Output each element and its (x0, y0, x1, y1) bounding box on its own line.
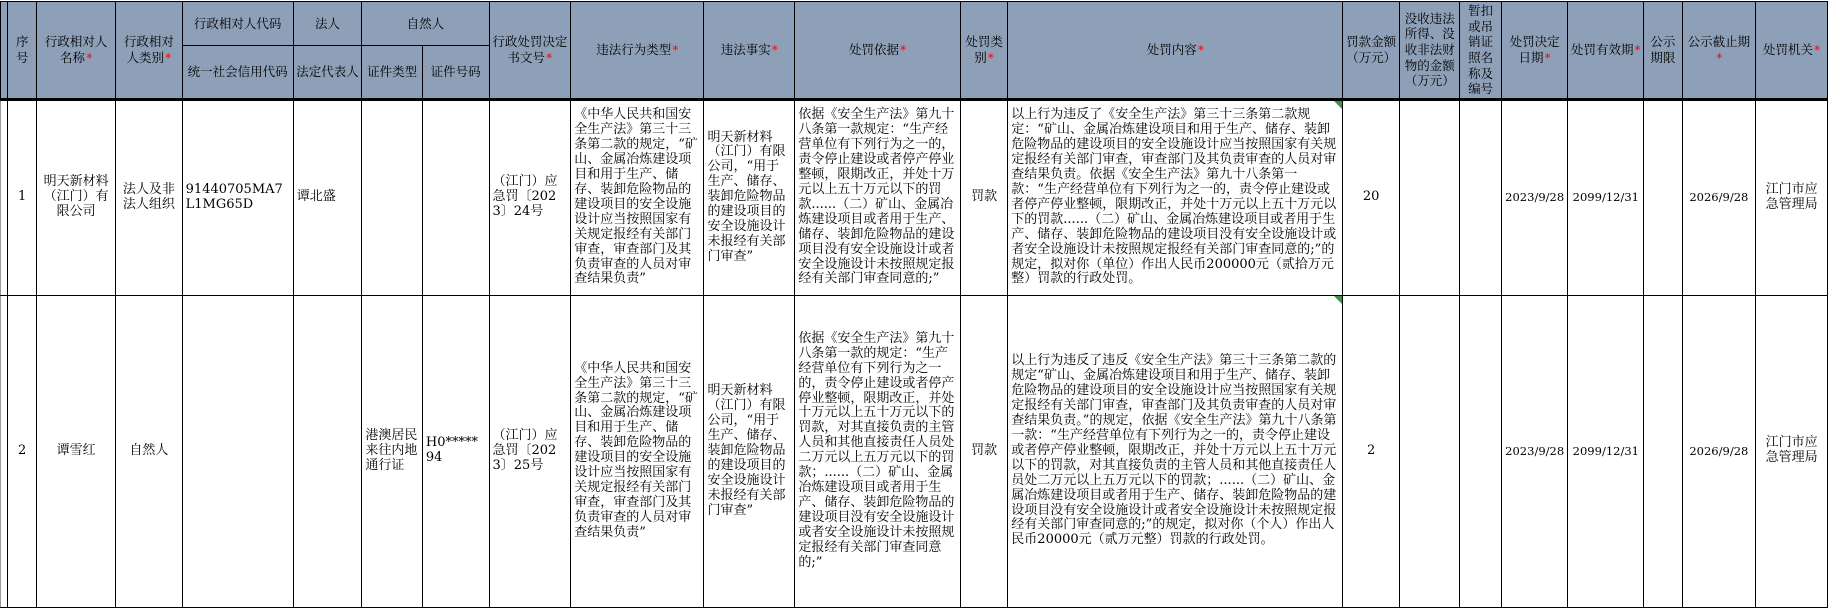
cell-publicity-period[interactable] (1644, 99, 1682, 295)
cell-cert-type[interactable]: 港澳居民来往内地通行证 (362, 295, 423, 607)
header-seq[interactable]: 序号 (8, 2, 37, 100)
required-asterisk: * (86, 49, 93, 65)
cell-decision-date[interactable]: 2023/9/28 (1501, 295, 1568, 607)
cell-legal-rep[interactable] (293, 295, 362, 607)
cell-cert-no[interactable] (422, 99, 489, 295)
header-penalty-content[interactable]: 处罚内容* (1008, 2, 1343, 100)
header-penalty-category[interactable]: 处罚类别* (960, 2, 1007, 100)
left-gutter-cell (1, 295, 8, 607)
cell-category[interactable]: 法人及非法人组织 (116, 99, 183, 295)
comment-flag-icon (1334, 296, 1342, 304)
header-cert-no[interactable]: 证件号码 (422, 45, 489, 99)
header-natural-group[interactable]: 自然人 (362, 2, 489, 46)
cell-authority[interactable]: 江门市应急管理局 (1756, 295, 1828, 607)
required-asterisk: * (771, 42, 779, 58)
cell-cert-type[interactable] (362, 99, 423, 295)
cell-credit-code[interactable]: 91440705MA7L1MG65D (182, 99, 293, 295)
header-row-groups (1, 2, 1828, 46)
header-publicity-period[interactable]: 公示期限 (1644, 2, 1682, 100)
cell-fine-amount[interactable]: 20 (1343, 99, 1400, 295)
cell-penalty-category[interactable]: 罚款 (960, 295, 1007, 607)
cell-doc-no[interactable]: （江门）应急罚〔2023〕24号 (489, 99, 571, 295)
cell-decision-date[interactable]: 2023/9/28 (1501, 99, 1568, 295)
required-asterisk: * (546, 49, 553, 65)
cell-confiscation-amount[interactable] (1399, 99, 1460, 295)
header-legal-rep[interactable]: 法定代表人 (293, 45, 362, 99)
header-license-revocation[interactable]: 暂扣或吊销证照名称及编号 (1460, 2, 1501, 100)
cell-category[interactable]: 自然人 (116, 295, 183, 607)
cell-seq[interactable]: 2 (8, 295, 37, 607)
table-row (1, 99, 1828, 295)
required-asterisk: * (164, 49, 172, 65)
cell-penalty-category[interactable]: 罚款 (960, 99, 1007, 295)
cell-violation-type[interactable]: 《中华人民共和国安全生产法》第三十三条第二款的规定，“矿山、金属冶炼建设项目和用于生产、储存、装卸危险物品的建设项目的安全设施设计应当按照国家有关规定报经有关部门审查，审查部门及其负责审查的人员对审查结果负责” (571, 295, 704, 607)
header-penalty-basis[interactable]: 处罚依据* (795, 2, 961, 100)
header-decision-date[interactable]: 处罚决定日期* (1501, 2, 1568, 100)
cell-publicity-period[interactable] (1644, 295, 1682, 607)
required-asterisk: * (899, 42, 907, 58)
cell-publicity-deadline[interactable]: 2026/9/28 (1682, 295, 1756, 607)
header-publicity-deadline[interactable]: 公示截止期* (1682, 2, 1756, 100)
required-asterisk: * (1197, 42, 1204, 58)
cell-license-revocation[interactable] (1460, 295, 1501, 607)
cell-doc-no[interactable]: （江门）应急罚〔2023〕25号 (489, 295, 571, 607)
cell-valid-until[interactable]: 2099/12/31 (1568, 99, 1644, 295)
header-violation-type[interactable]: 违法行为类型* (571, 2, 704, 100)
required-asterisk: * (1544, 49, 1551, 65)
penalty-table (0, 1, 1828, 608)
header-credit-code[interactable]: 统一社会信用代码 (182, 45, 293, 99)
header-confiscation-amount[interactable]: 没收违法所得、没收非法财物的金额（万元） (1399, 2, 1460, 100)
cell-penalty-content[interactable]: 以上行为违反了《安全生产法》第三十三条第二款规定：“矿山、金属冶炼建设项目和用于生产、储存、装卸危险物品的建设项目的安全设施设计应当按照国家有关规定报经有关部门审查，审查部门及其负责审查的人员对审查结果负责。依据《安全生产法》第九十八条第一款：“生产经营单位有下列行为之一的，责令停止建设或者停产停业整顿，限期改正，并处十万元以上五十万元以下的罚款......（二）矿山、金属冶炼建设项目或者用于生产、储存、装卸危险物品的建设项目没有安全设施设计或者安全设施设计未按照规定报经有关部门审查同意的;”的规定，拟对你（单位）作出人民币200000元（贰拾万元整）罚款的行政处罚。 (1008, 99, 1343, 295)
cell-penalty-basis[interactable]: 依据《安全生产法》第九十八条第一款的规定：“生产经营单位有下列行为之一的，责令停止建设或者停产停业整顿，限期改正，并处十万元以上五十万元以下的罚款，对其直接负责的主管人员和其他直接责任人员处二万元以上五万元以下的罚款；......（二）矿山、金属冶炼建设项目或者用于生产、储存、装卸危险物品的建设项目没有安全设施设计或者安全设施设计未按照规定报经有关部门审查同意的;” (795, 295, 961, 607)
cell-violation-type[interactable]: 《中华人民共和国安全生产法》第三十三条第二款的规定，“矿山、金属冶炼建设项目和用于生产、储存、装卸危险物品的建设项目的安全设施设计应当按照国家有关规定报经有关部门审查，审查部门及其负责审查的人员对审查结果负责” (571, 99, 704, 295)
header-valid-until[interactable]: 处罚有效期* (1568, 2, 1644, 100)
cell-license-revocation[interactable] (1460, 99, 1501, 295)
left-gutter-cell (1, 99, 8, 295)
header-legal-group[interactable]: 法人 (293, 2, 362, 46)
comment-flag-icon (1334, 101, 1342, 109)
header-cert-type[interactable]: 证件类型 (362, 45, 423, 99)
cell-valid-until[interactable]: 2099/12/31 (1568, 295, 1644, 607)
required-asterisk: * (987, 49, 994, 65)
cell-authority[interactable]: 江门市应急管理局 (1756, 99, 1828, 295)
header-code-group[interactable]: 行政相对人代码 (182, 2, 293, 46)
required-asterisk: * (1634, 42, 1641, 58)
cell-violation-facts[interactable]: 明天新材料（江门）有限公司，“用于生产、储存、装卸危险物品的建设项目的安全设施设计未报经有关部门审查” (704, 99, 795, 295)
table-row (1, 295, 1828, 607)
required-asterisk: * (1716, 49, 1723, 65)
header-violation-facts[interactable]: 违法事实* (704, 2, 795, 100)
cell-name[interactable]: 谭雪红 (37, 295, 116, 607)
cell-name[interactable]: 明天新材料（江门）有限公司 (37, 99, 116, 295)
left-gutter-cell (1, 2, 8, 100)
header-authority[interactable]: 处罚机关* (1756, 2, 1828, 100)
header-doc-no[interactable]: 行政处罚决定书文号* (489, 2, 571, 100)
cell-credit-code[interactable] (182, 295, 293, 607)
header-category[interactable]: 行政相对人类别* (116, 2, 183, 100)
cell-penalty-basis[interactable]: 依据《安全生产法》第九十八条第一款规定：“生产经营单位有下列行为之一的，责令停止建设或者停产停业整顿，限期改正，并处十万元以上五十万元以下的罚款......（二）矿山、金属冶炼建设项目或者用于生产、储存、装卸危险物品的建设项目没有安全设施设计或者安全设施设计未按照规定报经有关部门审查同意的;” (795, 99, 961, 295)
header-fine-amount[interactable]: 罚款金额（万元） (1343, 2, 1400, 100)
cell-cert-no[interactable]: H0*****94 (422, 295, 489, 607)
cell-legal-rep[interactable]: 谭北盛 (293, 99, 362, 295)
cell-fine-amount[interactable]: 2 (1343, 295, 1400, 607)
required-asterisk: * (1813, 42, 1821, 58)
cell-seq[interactable]: 1 (8, 99, 37, 295)
cell-penalty-content[interactable]: 以上行为违反了违反《安全生产法》第三十三条第二款的规定“矿山、金属冶炼建设项目和用于生产、储存、装卸危险物品的建设项目的安全设施设计应当按照国家有关规定报经有关部门审查，审查部门及其负责审查的人员对审查结果负责。”的规定，依据《安全生产法》第九十八条第一款：“生产经营单位有下列行为之一的，责令停止建设或者停产停业整顿，限期改正，并处十万元以上五十万元以下的罚款，对其直接负责的主管人员和其他直接责任人员处二万元以上五万元以下的罚款；......（二）矿山、金属冶炼建设项目或者用于生产、储存、装卸危险物品的建设项目没有安全设施设计或者安全设施设计未按照规定报经有关部门审查同意的;”的规定，拟对你（个人）作出人民币20000元（贰万元整）罚款的行政处罚。 (1008, 295, 1343, 607)
cell-publicity-deadline[interactable]: 2026/9/28 (1682, 99, 1756, 295)
required-asterisk: * (672, 42, 679, 58)
cell-confiscation-amount[interactable] (1399, 295, 1460, 607)
cell-violation-facts[interactable]: 明天新材料（江门）有限公司，“用于生产、储存、装卸危险物品的建设项目的安全设施设计未报经有关部门审查” (704, 295, 795, 607)
header-name[interactable]: 行政相对人名称* (37, 2, 116, 100)
